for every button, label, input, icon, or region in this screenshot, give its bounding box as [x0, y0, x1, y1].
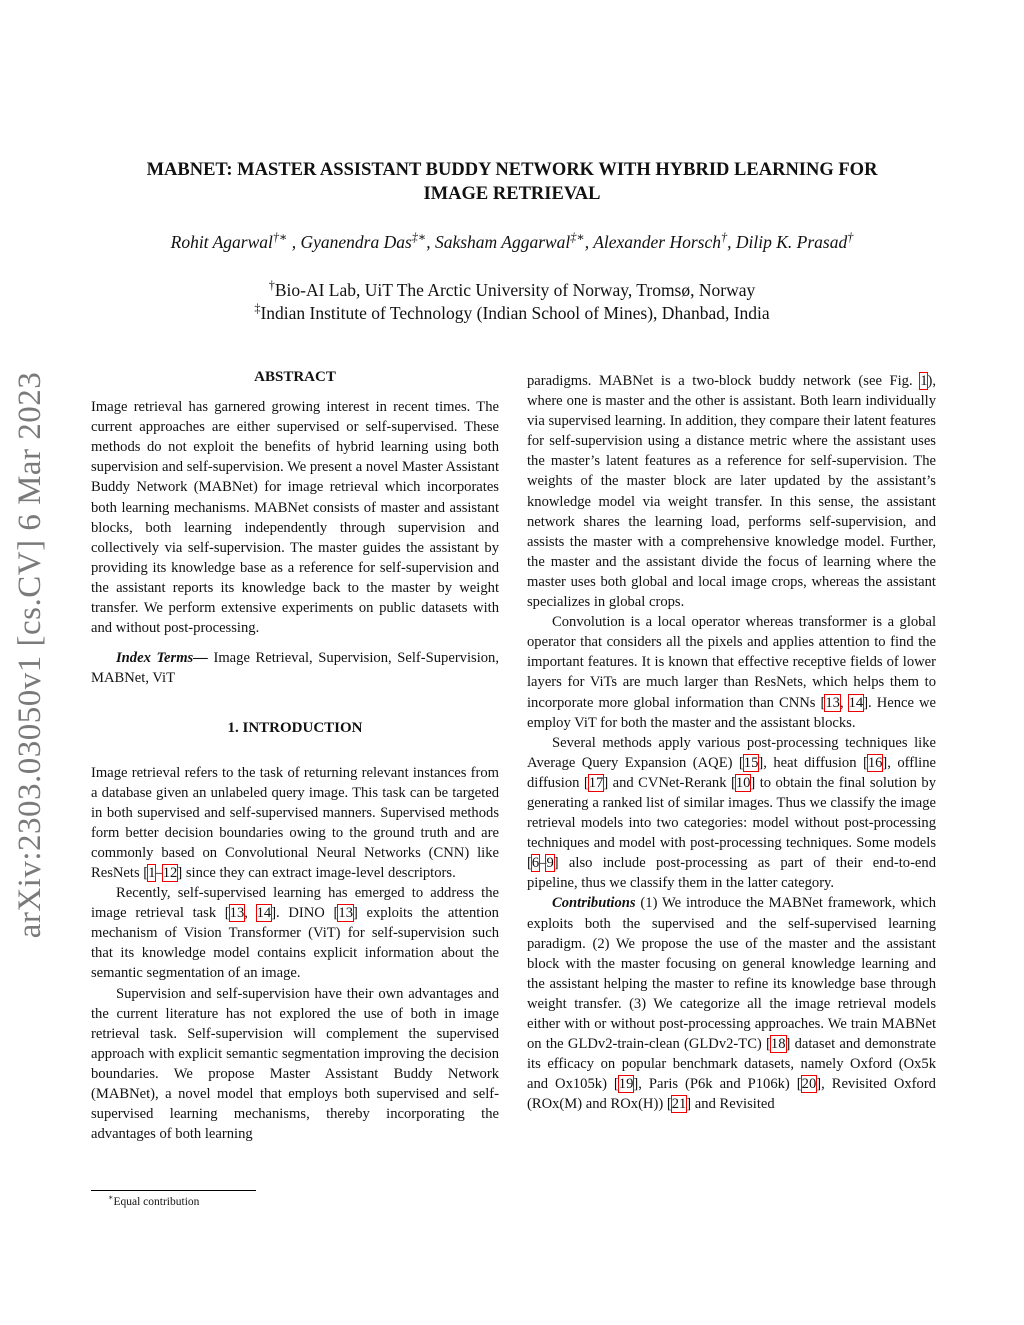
citation-link[interactable]: 15: [743, 754, 759, 771]
citation-link[interactable]: 12: [162, 864, 178, 881]
citation-link[interactable]: 14: [848, 694, 864, 711]
index-terms-label: Index Terms—: [116, 650, 208, 667]
author-marks: †: [721, 230, 728, 245]
footnote-rule: [91, 1190, 256, 1191]
right-paragraph-4: Contributions (1) We introduce the MABNet framework, which exploits both the supervised and the self-supervised learning paradigm. (2) We propose the use of the master and the assistant block with the master focusing on general knowledge learning and the assistant helping the master to refine its knowledge base through weight transfer. (3) We categorize all the image retrieval models either with or without post-processing approaches. We train MABNet on the GLDv2-train-clean (GLDv2-TC) [18] dataset and demonstrate its efficacy on popular benchmark datasets, namely Oxford (Ox5k and Ox105k) [19], Paris (P6k and P106k) [20], Revisited Oxford (ROx(M) and ROx(H)) [21] and Revisited: [527, 895, 936, 1113]
affiliation: †Bio-AI Lab, UiT The Arctic University of Norway, Tromsø, Norway: [268, 278, 756, 300]
affiliation-mark: †: [268, 278, 275, 293]
citation-link[interactable]: 20: [801, 1076, 817, 1093]
paper-title: [100, 158, 924, 206]
author-marks: ‡∗: [411, 230, 427, 245]
right-column: [527, 371, 936, 1114]
right-paragraph-1: paradigms. MABNet is a two-block buddy network (see Fig. 1), where one is master and the other is assistant. Both learn individually via supervised learning. In addition, they compare their latent features for self-supervision using a distance metric where the assistant uses the master’s latent features as a reference for self-supervision. The weights of the master block are later updated by the assistant’s knowledge model via weight transfer. In this sense, the assistant network shares the learning load, performs self-supervision, and assists the master with a comprehensive knowledge model. Further, the master and the assistant divide the focus of learning where the master uses both global and local image crops, whereas the assistant specializes in global crops.: [527, 373, 936, 611]
citation-link[interactable]: 10: [735, 774, 751, 791]
author-name: Alexander Horsch: [593, 232, 722, 252]
author-name: Saksham Aggarwal: [434, 232, 571, 252]
figure-link[interactable]: 1: [920, 373, 928, 389]
affiliation: ‡Indian Institute of Technology (Indian School of Mines), Dhanbad, India: [254, 301, 770, 323]
title-line-1: MABNET: MASTER ASSISTANT BUDDY NETWORK WITH HYBRID LEARNING FOR: [146, 160, 878, 180]
author-name: Gyanendra Das: [300, 232, 412, 252]
arxiv-identifier: arXiv:2303.03050v1 [cs.CV] 6 Mar 2023: [12, 371, 48, 939]
citation-link[interactable]: 21: [671, 1096, 687, 1113]
footnote: ∗Equal contribution: [108, 1193, 200, 1208]
citation-link[interactable]: 16: [867, 754, 883, 771]
citation-link[interactable]: 14: [256, 905, 272, 922]
citation-link[interactable]: 19: [618, 1076, 634, 1093]
citation-link[interactable]: 1: [148, 864, 156, 881]
abstract-text: Image retrieval has garnered growing interest in recent times. The current approaches are either supervised or self-supervised. These methods do not exploit the benefits of hybrid learning using both supervision and self-supervision. We present a novel Master Assistant Buddy Network (MABNet) for image retrieval which incorporates both learning mechanisms. MABNet consists of master and assistant blocks, both learning independently through supervision and collectively via self-supervision. The master guides the assistant by providing its knowledge base as a reference for self-supervision and the assistant reports its knowledge back to the master by weight transfer. We perform extensive experiments on public datasets with and without post-processing.: [91, 399, 499, 637]
citation-link[interactable]: 17: [588, 774, 604, 791]
citation-link[interactable]: 13: [338, 905, 353, 922]
intro-paragraph-3: Supervision and self-supervision have their own advantages and the current literature has not explored the use of both in image retrieval task. Self-supervision will complement the supervised approach with explicit semantic segmentation improving the decision boundaries. We propose Master Assistant Buddy Network (MABNet), a novel model that employs both supervised and self-supervised learning mechanisms, thereby incorporating the advantages of both learning: [91, 985, 499, 1143]
footnote-mark: ∗: [108, 1193, 114, 1203]
title-line-2: IMAGE RETRIEVAL: [423, 184, 601, 204]
citation-link[interactable]: 13: [825, 694, 840, 711]
author-marks: †: [847, 230, 854, 245]
author-marks: ‡∗: [570, 230, 585, 245]
abstract-heading: ABSTRACT: [254, 369, 336, 385]
left-column: [91, 367, 499, 1144]
intro-paragraph-1: Image retrieval refers to the task of returning relevant instances from a database given an unlabeled query image. This task can be targeted in both supervised and self-supervised manners. Supervised methods form better decision boundaries owing to the ground truth and are commonly based on Convolutional Neural Networks (CNN) like ResNets [1–12] since they can extract image-level descriptors.: [91, 764, 499, 881]
citation-link[interactable]: 18: [770, 1036, 786, 1053]
section-heading-introduction: 1. INTRODUCTION: [227, 720, 363, 737]
citation-link[interactable]: 13: [229, 905, 245, 922]
citation-link[interactable]: 6: [531, 855, 540, 872]
index-terms: Index Terms— Image Retrieval, Supervision, Self-Supervision, MABNet, ViT: [91, 650, 500, 687]
right-paragraph-3: Several methods apply various post-processing techniques like Average Query Expansion (AQE) [15], heat diffusion [16], offline diffusion [17] and CVNet-Rerank [10] to obtain the final solution by generating a ranked list of similar images. Thus we classify the image retrieval models into two categories: model without post-processing techniques and model with post-processing techniques. Some models [6–9] also include post-processing as part of their end-to-end pipeline, thus we classify them in the latter category.: [527, 734, 936, 892]
author-name: Dilip K. Prasad: [735, 232, 848, 252]
intro-paragraph-2: Recently, self-supervised learning has emerged to address the image retrieval task [13, 14]. DINO [13] exploits the attention mechanism of Vision Transformer (ViT) for self-supervision such that its knowledge model contains explicit information about the semantic segmentation of an image.: [91, 885, 499, 982]
author-marks: †∗: [272, 230, 288, 245]
author-list: Rohit Agarwal†∗ , Gyanendra Das‡∗, Saksham Aggarwal‡∗, Alexander Horsch†, Dilip K. Prasad†: [170, 230, 854, 252]
contributions-label: Contributions: [552, 895, 636, 912]
affiliation-mark: ‡: [254, 301, 261, 316]
right-paragraph-2: Convolution is a local operator whereas transformer is a global operator that considers all the pixels and applies attention to find the important features. It is known that effective receptive fields of lower layers for ViTs are much larger than ResNets, which helps them to incorporate more global information than CNNs [13, 14]. Hence we employ ViT for both the master and the assistant blocks.: [527, 614, 936, 731]
author-name: Rohit Agarwal: [170, 232, 273, 252]
citation-link[interactable]: 9: [546, 855, 554, 872]
